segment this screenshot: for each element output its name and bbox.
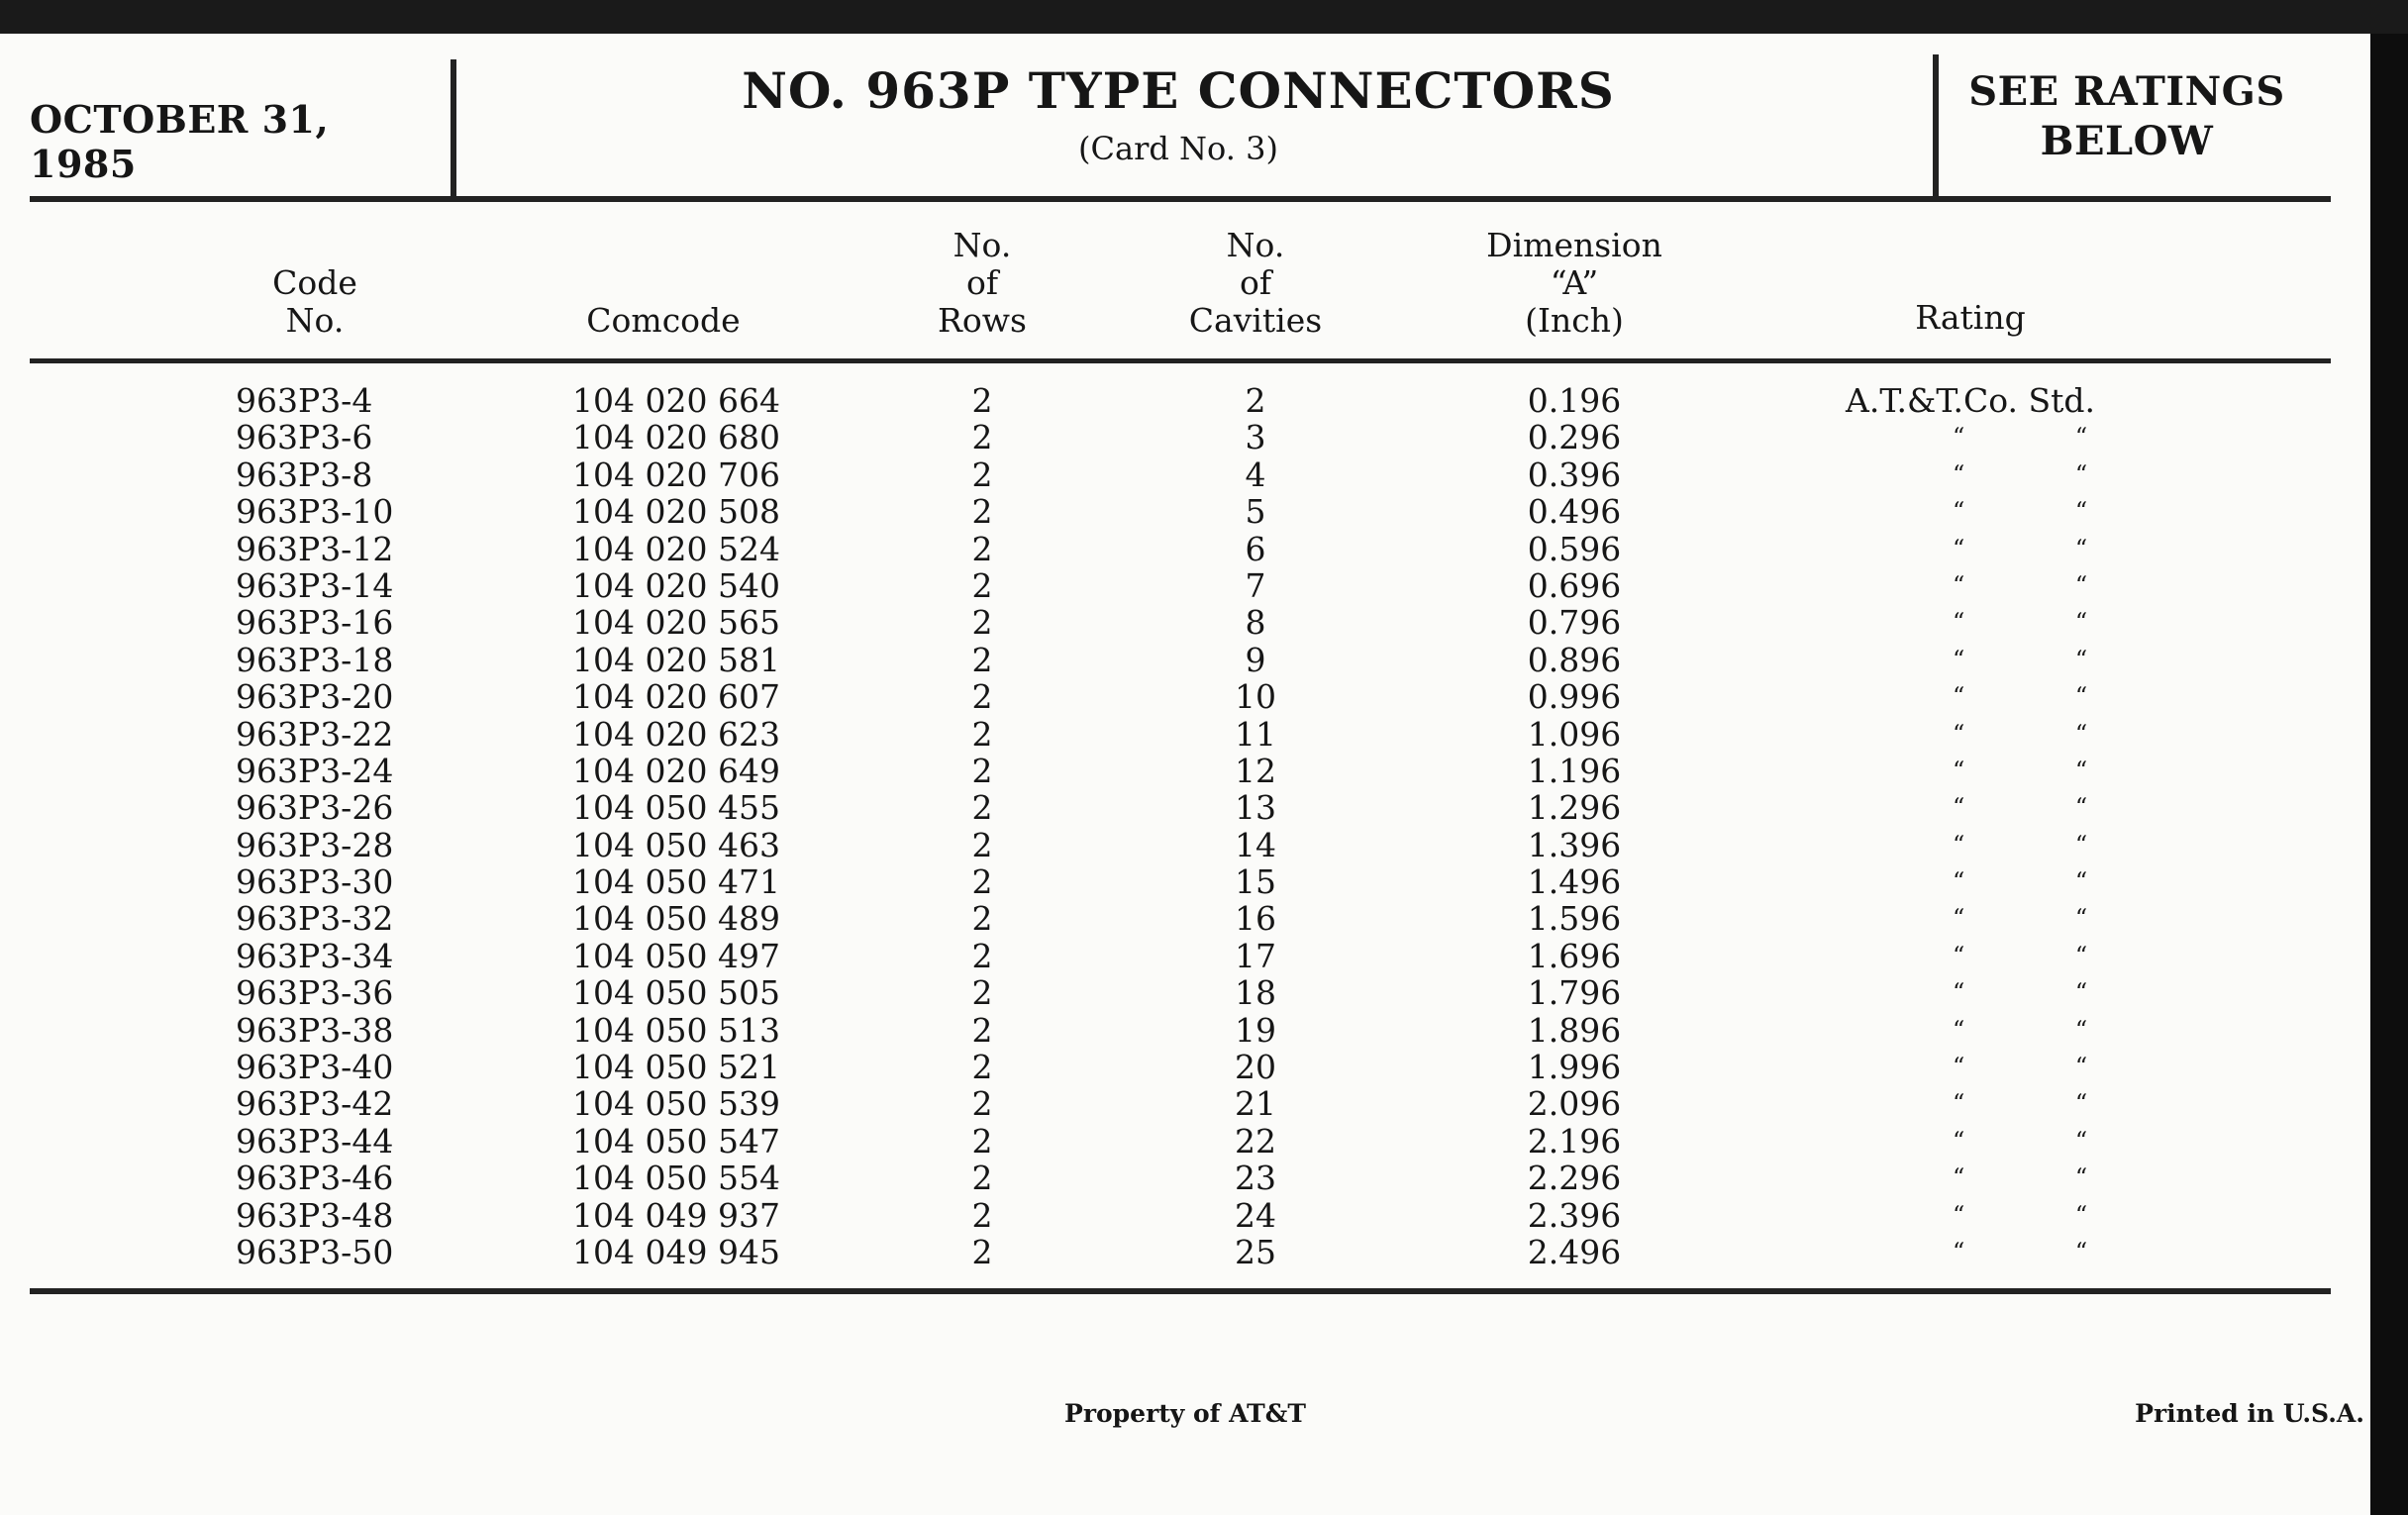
rows-cell: 2 <box>971 825 993 864</box>
dimension-cell: 0.796 <box>1527 603 1622 643</box>
table-row <box>0 1049 2370 1085</box>
table-row <box>0 1012 2370 1049</box>
dimension-cell: 0.396 <box>1527 454 1622 494</box>
cavities-cell: 20 <box>1235 1048 1276 1087</box>
code-cell: 963P3-50 <box>236 1232 394 1271</box>
rows-cell: 2 <box>971 454 993 494</box>
cavities-cell: 14 <box>1235 825 1276 864</box>
dimension-cell: 2.096 <box>1527 1084 1622 1124</box>
column-header-cavities <box>1156 227 1354 340</box>
comcode-cell: 104 020 581 <box>572 640 780 679</box>
code-cell: 963P3-44 <box>236 1121 394 1161</box>
code-cell: 963P3-34 <box>236 936 394 975</box>
rows-cell: 2 <box>971 492 993 532</box>
document-title: NO. 963P TYPE CONNECTORS <box>742 61 1615 120</box>
comcode-cell: 104 050 497 <box>572 936 780 975</box>
cavities-cell: 7 <box>1245 565 1266 605</box>
rows-cell: 2 <box>971 640 993 679</box>
rows-cell: 2 <box>971 751 993 790</box>
column-header-rows-line1: No. <box>953 226 1012 264</box>
header-rule <box>30 196 2331 202</box>
rows-cell: 2 <box>971 603 993 643</box>
comcode-cell: 104 050 463 <box>572 825 780 864</box>
rows-cell: 2 <box>971 381 993 420</box>
footer-printed: Printed in U.S.A. <box>2135 1399 2364 1428</box>
scan-edge <box>2370 34 2408 1515</box>
table-row <box>0 493 2370 530</box>
dimension-cell: 2.296 <box>1527 1159 1622 1198</box>
comcode-cell: 104 020 524 <box>572 529 780 568</box>
table-row <box>0 789 2370 826</box>
column-header-code-line1: Code <box>272 263 357 302</box>
table-row <box>0 1085 2370 1122</box>
rows-cell: 2 <box>971 418 993 457</box>
dimension-cell: 1.996 <box>1527 1048 1622 1087</box>
column-header-rule <box>30 358 2331 363</box>
rating-cell: “ “ <box>1953 1015 2140 1044</box>
code-cell: 963P3-12 <box>236 529 394 568</box>
table-row <box>0 716 2370 753</box>
table-row <box>0 753 2370 789</box>
table-row <box>0 678 2370 715</box>
code-cell: 963P3-22 <box>236 714 394 754</box>
cavities-cell: 2 <box>1245 381 1266 420</box>
column-header-dimension-line1: Dimension <box>1486 226 1662 264</box>
column-header-rating-line1: Rating <box>1915 298 2026 337</box>
comcode-cell: 104 049 945 <box>572 1232 780 1271</box>
column-header-rows-line2: of <box>965 263 999 302</box>
rating-cell: “ “ <box>1953 867 2140 896</box>
column-header-dimension-line2: “A” <box>1550 263 1599 302</box>
rating-cell: “ “ <box>1953 830 2140 858</box>
cavities-cell: 17 <box>1235 936 1276 975</box>
rows-cell: 2 <box>971 1121 993 1161</box>
comcode-cell: 104 049 937 <box>572 1195 780 1235</box>
comcode-cell: 104 050 489 <box>572 899 780 939</box>
comcode-cell: 104 020 680 <box>572 418 780 457</box>
rating-cell: “ “ <box>1953 756 2140 784</box>
rating-cell: “ “ <box>1953 941 2140 969</box>
cavities-cell: 4 <box>1245 454 1266 494</box>
dimension-cell: 1.896 <box>1527 1010 1622 1050</box>
code-cell: 963P3-48 <box>236 1195 394 1235</box>
ratings-note-line2: BELOW <box>2040 118 2214 164</box>
rating-cell: “ “ <box>1953 978 2140 1007</box>
table-row <box>0 900 2370 937</box>
rows-cell: 2 <box>971 1159 993 1198</box>
column-header-code <box>226 264 404 340</box>
rows-cell: 2 <box>971 1232 993 1271</box>
document-date: OCTOBER 31, 1985 <box>30 97 330 186</box>
dimension-cell: 2.196 <box>1527 1121 1622 1161</box>
comcode-cell: 104 050 455 <box>572 788 780 828</box>
table-row <box>0 456 2370 493</box>
table-row <box>0 938 2370 974</box>
code-cell: 963P3-18 <box>236 640 394 679</box>
column-header-rows <box>908 227 1056 340</box>
rows-cell: 2 <box>971 1084 993 1124</box>
table-row <box>0 1160 2370 1196</box>
dimension-cell: 1.196 <box>1527 751 1622 790</box>
cavities-cell: 21 <box>1235 1084 1276 1124</box>
cavities-cell: 9 <box>1245 640 1266 679</box>
rating-cell: “ “ <box>1953 1200 2140 1229</box>
code-cell: 963P3-46 <box>236 1159 394 1198</box>
cavities-cell: 11 <box>1235 714 1276 754</box>
comcode-cell: 104 020 565 <box>572 603 780 643</box>
dimension-cell: 1.396 <box>1527 825 1622 864</box>
code-cell: 963P3-8 <box>236 454 373 494</box>
rows-cell: 2 <box>971 936 993 975</box>
code-cell: 963P3-42 <box>236 1084 394 1124</box>
table-row <box>0 567 2370 604</box>
code-cell: 963P3-20 <box>236 677 394 717</box>
rows-cell: 2 <box>971 565 993 605</box>
rows-cell: 2 <box>971 1010 993 1050</box>
comcode-cell: 104 020 607 <box>572 677 780 717</box>
comcode-cell: 104 050 513 <box>572 1010 780 1050</box>
rows-cell: 2 <box>971 788 993 828</box>
ratings-note-line1: SEE RATINGS <box>1968 68 2285 115</box>
comcode-cell: 104 050 505 <box>572 973 780 1013</box>
table-row <box>0 604 2370 641</box>
rating-cell: “ “ <box>1953 459 2140 488</box>
dimension-cell: 0.996 <box>1527 677 1622 717</box>
document-title-block <box>465 61 1891 167</box>
code-cell: 963P3-16 <box>236 603 394 643</box>
rating-cell: “ “ <box>1953 1237 2140 1265</box>
comcode-cell: 104 050 471 <box>572 862 780 902</box>
column-header-cavities-line2: of <box>1239 263 1272 302</box>
rows-cell: 2 <box>971 973 993 1013</box>
cavities-cell: 19 <box>1235 1010 1276 1050</box>
column-header-comcode <box>554 302 772 340</box>
header-divider-right <box>1933 54 1939 199</box>
card-number: (Card No. 3) <box>1078 130 1278 167</box>
rating-cell: “ “ <box>1953 793 2140 822</box>
comcode-cell: 104 020 706 <box>572 454 780 494</box>
comcode-cell: 104 020 649 <box>572 751 780 790</box>
dimension-cell: 2.396 <box>1527 1195 1622 1235</box>
rating-cell: “ “ <box>1953 1089 2140 1118</box>
comcode-cell: 104 020 508 <box>572 492 780 532</box>
table-row <box>0 382 2370 419</box>
column-header-code-line2: No. <box>285 301 345 340</box>
rating-cell: “ “ <box>1953 719 2140 748</box>
cavities-cell: 12 <box>1235 751 1276 790</box>
column-header-rating <box>1871 299 2069 337</box>
rows-cell: 2 <box>971 677 993 717</box>
table-row <box>0 863 2370 900</box>
table-row <box>0 1123 2370 1160</box>
dimension-cell: 0.896 <box>1527 640 1622 679</box>
rating-cell: “ “ <box>1953 682 2140 711</box>
header-divider-left <box>451 59 456 202</box>
dimension-cell: 0.596 <box>1527 529 1622 568</box>
comcode-cell: 104 050 521 <box>572 1048 780 1087</box>
dimension-cell: 0.196 <box>1527 381 1622 420</box>
code-cell: 963P3-26 <box>236 788 394 828</box>
cavities-cell: 15 <box>1235 862 1276 902</box>
cavities-cell: 10 <box>1235 677 1276 717</box>
table-row <box>0 1197 2370 1234</box>
rating-cell: “ “ <box>1953 1053 2140 1081</box>
code-cell: 963P3-10 <box>236 492 394 532</box>
cavities-cell: 22 <box>1235 1121 1276 1161</box>
code-cell: 963P3-36 <box>236 973 394 1013</box>
table-row <box>0 1234 2370 1270</box>
column-header-cavities-line3: Cavities <box>1188 301 1323 340</box>
rows-cell: 2 <box>971 1195 993 1235</box>
dimension-cell: 1.596 <box>1527 899 1622 939</box>
code-cell: 963P3-24 <box>236 751 394 790</box>
cavities-cell: 8 <box>1245 603 1266 643</box>
cavities-cell: 6 <box>1245 529 1266 568</box>
comcode-cell: 104 020 540 <box>572 565 780 605</box>
column-header-comcode-line1: Comcode <box>586 301 741 340</box>
code-cell: 963P3-28 <box>236 825 394 864</box>
comcode-cell: 104 050 547 <box>572 1121 780 1161</box>
comcode-cell: 104 020 623 <box>572 714 780 754</box>
dimension-cell: 1.096 <box>1527 714 1622 754</box>
code-cell: 963P3-14 <box>236 565 394 605</box>
table-row <box>0 974 2370 1011</box>
rows-cell: 2 <box>971 899 993 939</box>
rows-cell: 2 <box>971 529 993 568</box>
column-header-dimension <box>1465 227 1683 340</box>
connector-table-body <box>0 382 2370 1270</box>
dimension-cell: 1.696 <box>1527 936 1622 975</box>
cavities-cell: 13 <box>1235 788 1276 828</box>
code-cell: 963P3-6 <box>236 418 373 457</box>
code-cell: 963P3-40 <box>236 1048 394 1087</box>
cavities-cell: 5 <box>1245 492 1266 532</box>
column-header-cavities-line1: No. <box>1226 226 1285 264</box>
table-row <box>0 531 2370 567</box>
cavities-cell: 3 <box>1245 418 1266 457</box>
table-row <box>0 419 2370 455</box>
rating-cell: “ “ <box>1953 1126 2140 1155</box>
rows-cell: 2 <box>971 714 993 754</box>
dimension-cell: 0.496 <box>1527 492 1622 532</box>
rating-cell: “ “ <box>1953 570 2140 599</box>
rows-cell: 2 <box>971 1048 993 1087</box>
table-row <box>0 642 2370 678</box>
cavities-cell: 24 <box>1235 1195 1276 1235</box>
code-cell: 963P3-32 <box>236 899 394 939</box>
table-bottom-rule <box>30 1288 2331 1294</box>
rating-cell: “ “ <box>1953 423 2140 452</box>
rating-cell: “ “ <box>1953 608 2140 637</box>
rows-cell: 2 <box>971 862 993 902</box>
rating-cell: “ “ <box>1953 1163 2140 1192</box>
column-header-rows-line3: Rows <box>938 301 1027 340</box>
footer-property: Property of AT&T <box>1064 1399 1306 1428</box>
dimension-cell: 1.296 <box>1527 788 1622 828</box>
rating-cell: “ “ <box>1953 645 2140 673</box>
cavities-cell: 23 <box>1235 1159 1276 1198</box>
dimension-cell: 1.796 <box>1527 973 1622 1013</box>
ratings-note <box>1949 67 2305 166</box>
comcode-cell: 104 050 554 <box>572 1159 780 1198</box>
rating-cell: A.T.&T.Co. Std. <box>1846 381 2095 420</box>
code-cell: 963P3-4 <box>236 381 373 420</box>
cavities-cell: 16 <box>1235 899 1276 939</box>
comcode-cell: 104 050 539 <box>572 1084 780 1124</box>
dimension-cell: 2.496 <box>1527 1232 1622 1271</box>
dimension-cell: 1.496 <box>1527 862 1622 902</box>
dimension-cell: 0.296 <box>1527 418 1622 457</box>
code-cell: 963P3-30 <box>236 862 394 902</box>
column-header-dimension-line3: (Inch) <box>1525 301 1624 340</box>
dimension-cell: 0.696 <box>1527 565 1622 605</box>
cavities-cell: 25 <box>1235 1232 1276 1271</box>
code-cell: 963P3-38 <box>236 1010 394 1050</box>
rating-cell: “ “ <box>1953 534 2140 562</box>
cavities-cell: 18 <box>1235 973 1276 1013</box>
rating-cell: “ “ <box>1953 904 2140 933</box>
rating-cell: “ “ <box>1953 497 2140 526</box>
table-row <box>0 827 2370 863</box>
comcode-cell: 104 020 664 <box>572 381 780 420</box>
